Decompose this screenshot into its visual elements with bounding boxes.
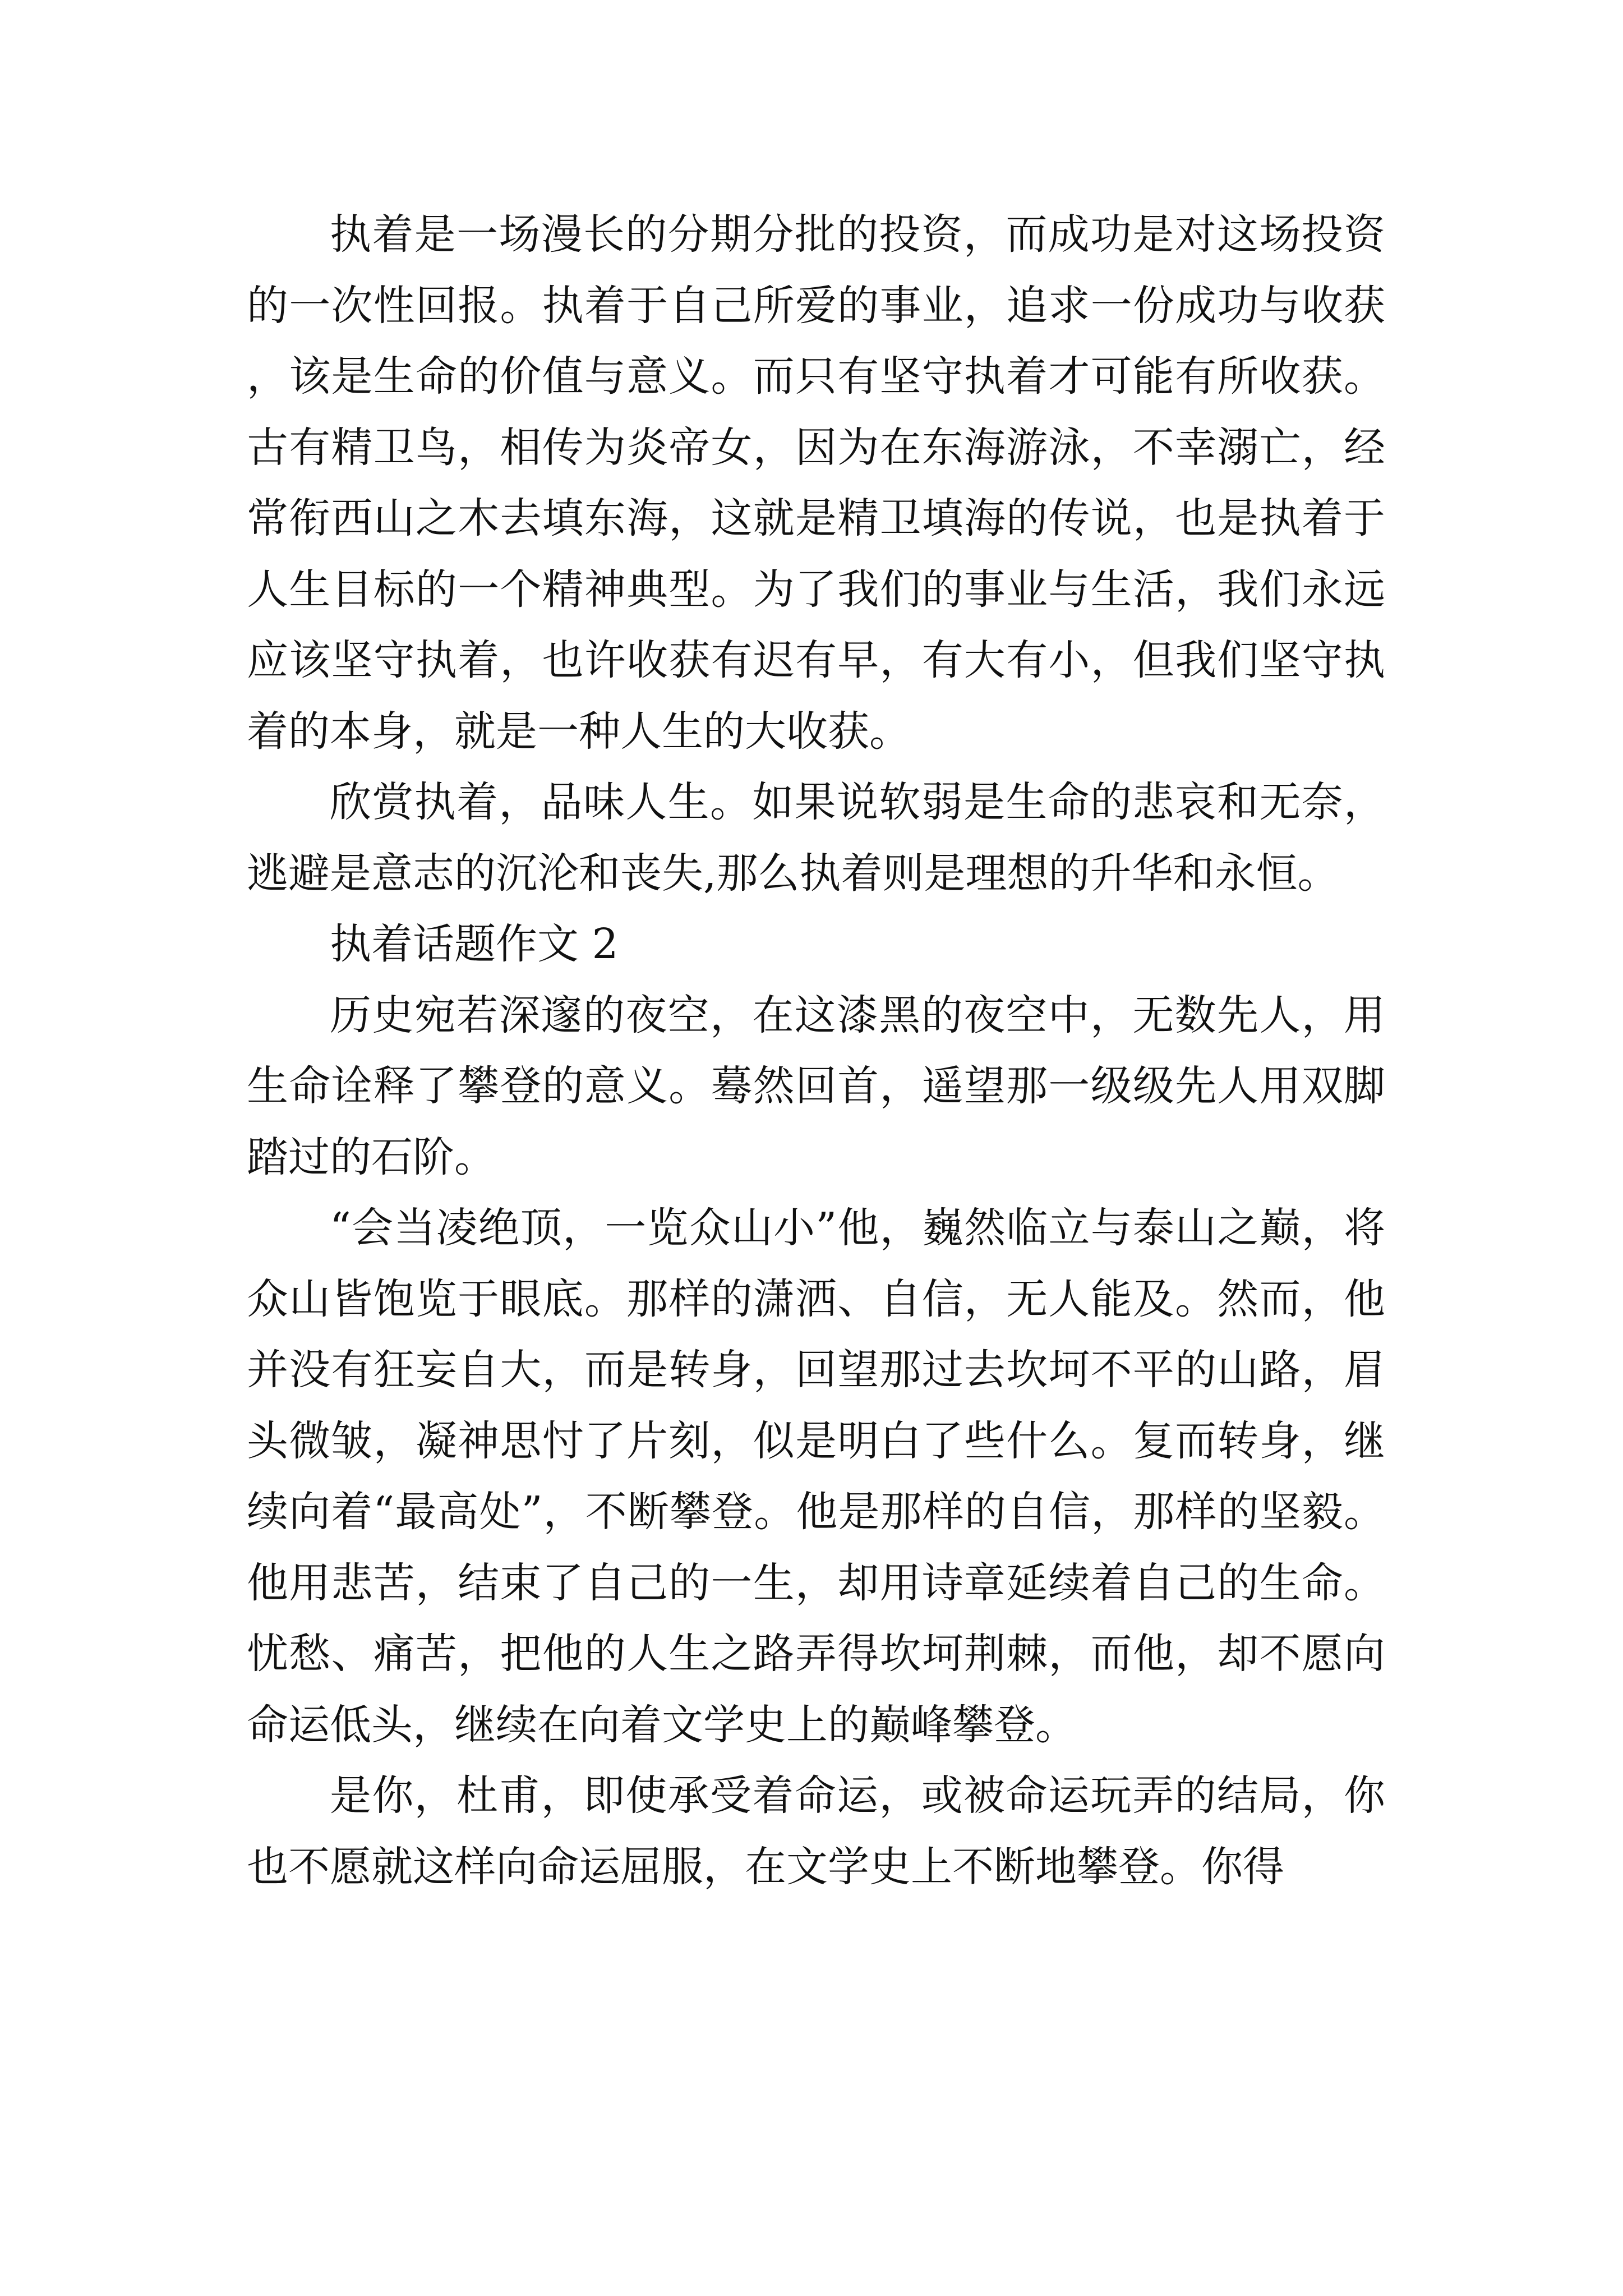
paragraph-du-fu-fate: 是你，杜甫，即使承受着命运，或被命运玩弄的结局，你也不愿就这样向命运屈服，在文学史上不断地攀登。你得	[247, 1772, 1385, 1891]
paragraph-appreciate-perseverance: 欣赏执着，品味人生。如果说软弱是生命的悲哀和无奈，逃避是意志的沉沦和丧失,那么执着则是理想的升华和永恒。	[247, 778, 1385, 898]
document-body	[247, 199, 1385, 1902]
paragraph-perseverance-investment: 执着是一场漫长的分期分批的投资，而成功是对这场投资的一次性回报。执着于自己所爱的事业，追求一份成功与收获，该是生命的价值与意义。而只有坚守执着才可能有所收获。 古有精卫鸟，相传为炎帝女，因为在东海游泳，不幸溺亡，经常衔西山之木去填东海，这就是精卫填海的传说，也是执着于人生目标的一个精神典型。为了我们的事业与生活，我们永远应该坚守执着，也许收获有迟有早，有大有小，但我们坚守执着的本身，就是一种人生的大收获。	[247, 210, 1385, 756]
section-heading-essay-2: 执着话题作文 2	[330, 920, 619, 968]
paragraph-history-night-sky: 历史宛若深邃的夜空，在这漆黑的夜空中，无数先人，用生命诠释了攀登的意义。蓦然回首，遥望那一级级先人用双脚踏过的石阶。	[247, 991, 1385, 1181]
paragraph-du-fu-climbing: “会当凌绝顶，一览众山小”他，巍然临立与泰山之巅，将众山皆饱览于眼底。那样的潇洒、自信，无人能及。然而，他并没有狂妄自大，而是转身，回望那过去坎坷不平的山路，眉头微皱，凝神思忖了片刻，似是明白了些什么。复而转身，继续向着“最高处”，不断攀登。他是那样的自信，那样的坚毅。他用悲苦，结束了自己的一生，却用诗章延续着自己的生命。忧愁、痛苦，把他的人生之路弄得坎坷荆棘，而他，却不愿向命运低头，继续在向着文学史上的巅峰攀登。	[247, 1204, 1385, 1749]
